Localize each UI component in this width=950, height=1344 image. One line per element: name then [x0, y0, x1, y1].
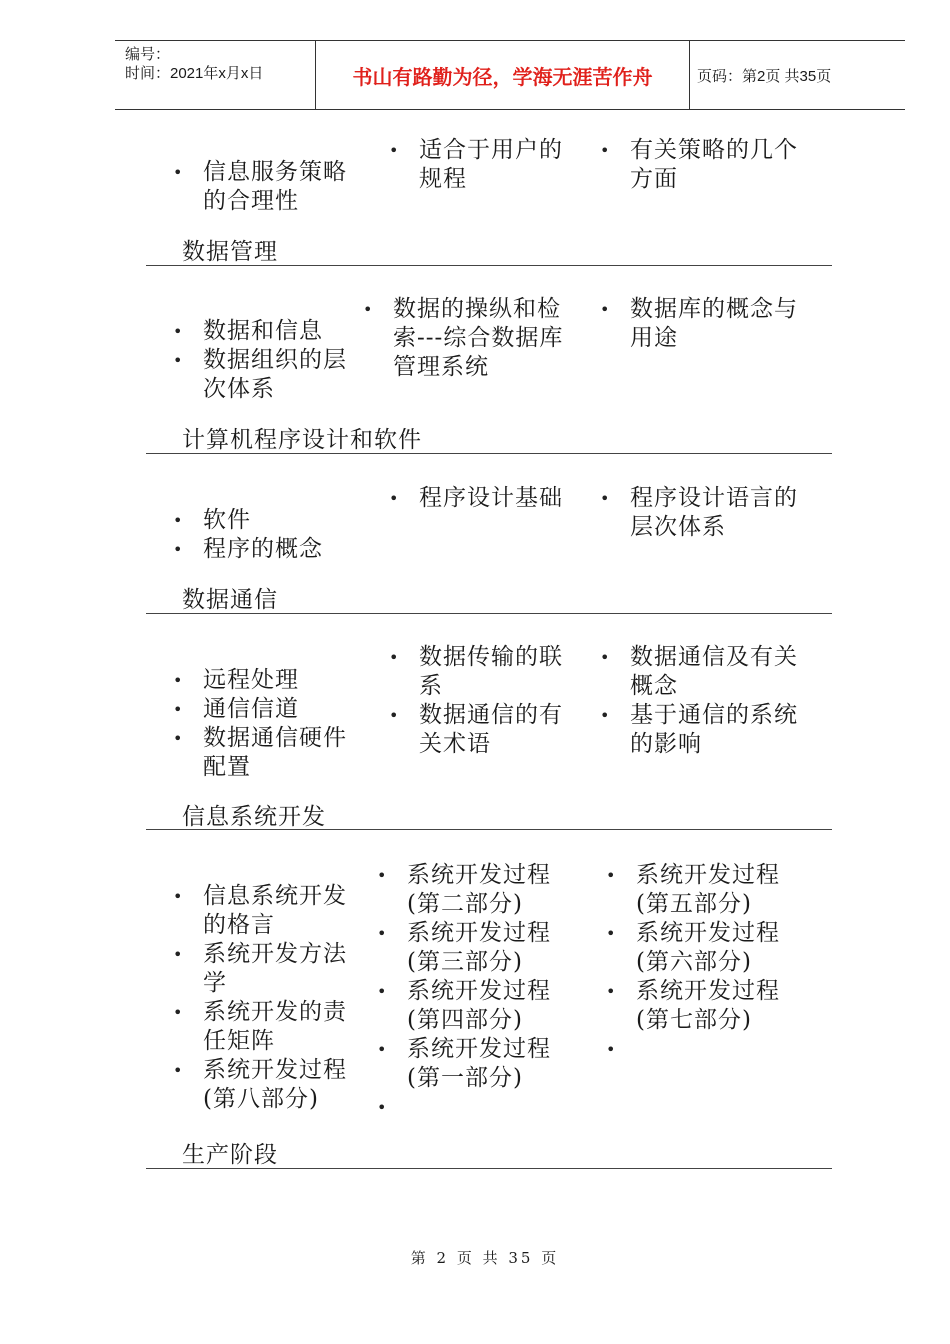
section-heading: 计算机程序设计和软件: [182, 427, 422, 453]
section-divider: [146, 613, 832, 614]
section-heading: 信息系统开发: [182, 804, 326, 830]
list-item: • 系统开发过程(第八部分): [173, 1056, 351, 1114]
section-heading: 数据通信: [182, 587, 278, 613]
bullet-list-right: [600, 643, 806, 759]
header-meta-cell: [115, 41, 316, 109]
list-item: • 数据通信硬件配置: [173, 724, 351, 782]
bullet-list-right: [600, 295, 806, 353]
list-item: • 程序设计语言的层次体系: [600, 484, 806, 542]
time-label: 时间：2021年x月x日: [125, 65, 264, 82]
list-item: • 系统开发过程(第四部分): [377, 977, 552, 1035]
list-item-empty: [606, 1035, 781, 1064]
list-item: • 系统开发过程(第二部分): [377, 861, 552, 919]
list-item: • 数据和信息: [173, 317, 351, 346]
list-item: • 系统开发过程(第一部分): [377, 1035, 552, 1093]
list-item: • 系统开发过程(第七部分): [606, 977, 781, 1035]
bullet-list-right: [600, 136, 806, 194]
list-item: • 适合于用户的规程: [389, 136, 569, 194]
bullet-list-right: [606, 861, 781, 1064]
list-item: • 程序设计基础: [389, 484, 569, 513]
list-item: • 信息系统开发的格言: [173, 882, 351, 940]
bullet-list-middle: [389, 643, 569, 759]
page-info: 页码：第2页 共35页: [697, 67, 832, 85]
list-item: • 通信信道: [173, 695, 351, 724]
list-item: • 软件: [173, 506, 351, 535]
motto: 书山有路勤为径，学海无涯苦作舟: [316, 41, 690, 109]
list-item: • 数据库的概念与用途: [600, 295, 806, 353]
section-heading: 数据管理: [182, 239, 278, 265]
bullet-list-middle: [363, 295, 568, 382]
bullet-list-middle: [389, 484, 569, 513]
list-item: • 数据组织的层次体系: [173, 346, 351, 404]
list-item: • 系统开发过程(第五部分): [606, 861, 781, 919]
number-label: 编号：: [125, 46, 171, 63]
list-item: • 数据通信的有关术语: [389, 701, 569, 759]
list-item: • 系统开发过程(第三部分): [377, 919, 552, 977]
page-footer: 第 2 页 共 35 页: [410, 1249, 560, 1267]
list-item: • 远程处理: [173, 666, 351, 695]
section-divider: [146, 453, 832, 454]
list-item: • 程序的概念: [173, 535, 351, 564]
bullet-list-left: [173, 666, 351, 782]
list-item: • 数据通信及有关概念: [600, 643, 806, 701]
section-divider: [146, 265, 832, 266]
list-item: • 数据的操纵和检索---综合数据库管理系统: [363, 295, 568, 382]
list-item: • 系统开发过程(第六部分): [606, 919, 781, 977]
document-header: [115, 40, 905, 110]
section-heading: 生产阶段: [182, 1142, 278, 1168]
list-item-empty: [377, 1093, 552, 1122]
list-item: • 有关策略的几个方面: [600, 136, 806, 194]
section-divider: [146, 829, 832, 830]
list-item: • 系统开发方法学: [173, 940, 351, 998]
list-item: • 基于通信的系统的影响: [600, 701, 806, 759]
bullet-list-middle: [377, 861, 552, 1122]
list-item: • 系统开发的责任矩阵: [173, 998, 351, 1056]
bullet-list-left: [173, 882, 351, 1114]
section-divider: [146, 1168, 832, 1169]
bullet-list-left: [173, 506, 351, 564]
list-item: • 数据传输的联系: [389, 643, 569, 701]
bullet-list-right: [600, 484, 806, 542]
bullet-list-left: [173, 158, 351, 216]
list-item: • 信息服务策略的合理性: [173, 158, 351, 216]
bullet-list-middle: [389, 136, 569, 194]
bullet-list-left: [173, 317, 351, 404]
